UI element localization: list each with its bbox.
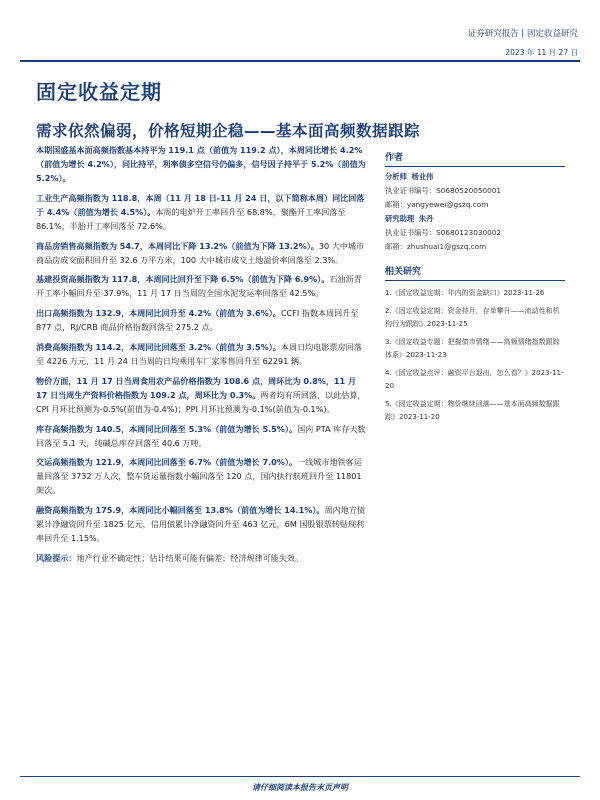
author-email-link[interactable]: zhushuai1@gszq.com xyxy=(406,242,487,251)
summary-paragraph xyxy=(36,239,366,267)
paragraph-highlight: 出口高频指数为 132.9，本周同比回升至 4.2%（前值为 3.6%）。 xyxy=(36,308,281,319)
summary-paragraph xyxy=(36,340,366,368)
summary-paragraph xyxy=(36,272,366,300)
summary-paragraph xyxy=(36,503,366,545)
paragraph-text: 本周的电炉开工率回升至 68.8%，聚酯开工率回落至 86.1%，半胎开工率回落至 72.6%。 xyxy=(36,206,346,231)
summary-paragraph xyxy=(36,306,366,334)
cert-number: S0680520050001 xyxy=(436,186,502,195)
report-type: 固定收益定期 xyxy=(36,80,162,104)
paragraph-text: 本周日均电影票房回落至 4226 万元，11 月 24 日当周的日均乘用车厂家零售回升至 62291 辆。 xyxy=(36,341,362,366)
footer-disclaimer: 请仔细阅读本报告末页声明 xyxy=(252,783,348,792)
risk-label: 风险提示： xyxy=(36,552,77,563)
paragraph-highlight: 物价方面，11 月 17 日当周食用农产品价格指数为 108.6 点，周环比为 0.8%，11 月 17 日当周生产资料价格指数为 109.2 点，周环比为 0.3%。 xyxy=(36,375,357,400)
author-role: 分析师 xyxy=(385,172,407,181)
paragraph-text: 周内地方债累计净融资回升至 1825 亿元，信用债累计净融资回升至 463 亿元，6M 国股银票转贴现利率回升至 1.15%。 xyxy=(36,505,365,544)
cert-label: 执业证书编号： xyxy=(385,186,437,195)
paragraph-highlight: 融资高频指数为 175.9，本周同比小幅回落至 13.8%（前值为增长 14.1%）。 xyxy=(36,505,325,516)
paragraph-text: 国内 PTA 库存天数回落至 5.1 天，纯碱总库存回落至 40.6 万吨。 xyxy=(36,423,366,448)
cert-label: 执业证书编号： xyxy=(385,228,437,237)
cert-number: S0680123030002 xyxy=(436,228,502,237)
paragraph-highlight: 交运高频指数为 121.9，本周同比回落至 6.7%（前值为增长 7.0%）。 xyxy=(36,457,298,468)
author-role: 研究助理 xyxy=(385,214,415,223)
author-cert-row xyxy=(385,226,565,240)
paragraph-highlight: 本期国盛基本面高频指数基本持平为 119.1 点（前值为 119.2 点），本周同比增长 4.2%（前值为增长 4.2%），同比持平，利率债多空信号仍偏多，信号因子持平于 5.2%（前值为 5.2%）。 xyxy=(36,145,366,183)
author-email-row xyxy=(385,198,565,212)
paragraph-highlight: 工业生产高频指数为 118.8，本周（11 月 18 日-11 月 24 日，以下简称本周）同比回落于 4.4%（前值为增长 4.5%）。 xyxy=(36,192,365,217)
page-title: 需求依然偏弱，价格短期企稳——基本面高频数据跟踪 xyxy=(36,122,421,140)
summary-paragraph xyxy=(36,191,366,233)
summary-paragraph xyxy=(36,422,366,450)
author-cert-row xyxy=(385,184,565,198)
related-item[interactable]: 3.《固定收益专题：把握债市情绪——高频情绪指数跟踪体系》2023-11-23 xyxy=(385,338,560,359)
author-name: 朱丹 xyxy=(418,214,434,223)
paragraph-text: CCFI 指数本周回升至 877 点，RJ/CRB 商品价格指数回落至 275.2 点。 xyxy=(36,308,359,333)
related-item[interactable]: 1.《固定收益定期：年内的资金缺口》2023-11-26 xyxy=(385,289,545,297)
authors-title: 作者 xyxy=(385,150,565,167)
summary-paragraph xyxy=(36,143,366,185)
author-email-link[interactable]: yangyewei@gszq.com xyxy=(406,200,489,209)
paragraph-highlight: 消费高频指数为 114.2，本周同比回落至 3.2%（前值为 3.5%）。 xyxy=(36,341,281,352)
author-name-row xyxy=(385,170,565,184)
author-name-row xyxy=(385,212,565,226)
related-list xyxy=(385,287,565,424)
related-title: 相关研究 xyxy=(385,264,565,281)
author-email-row xyxy=(385,240,565,254)
sidebar xyxy=(385,150,565,429)
risk-text: 地产行业不确定性；估计结果可能有偏差；经济规律可能失效。 xyxy=(76,552,304,563)
email-label: 邮箱： xyxy=(385,242,407,251)
footer-divider xyxy=(20,776,580,777)
related-item[interactable]: 4.《固定收益点评：融资平台退出，怎么看？》2023-11-20 xyxy=(385,369,564,390)
paragraph-highlight: 商品房销售高频指数为 54.7，本周同比下降 13.2%（前值为下降 13.2%）。 xyxy=(36,240,319,251)
related-item[interactable]: 2.《固定收益定期：资金持月，存单攀升——流动性和机构行为跟踪》2023-11-25 xyxy=(385,307,560,328)
summary-paragraph xyxy=(36,374,366,416)
header-category: 证券研究报告 | 固定收益研究 xyxy=(467,29,578,39)
email-label: 邮箱： xyxy=(385,200,407,209)
author-block xyxy=(385,170,565,254)
related-item[interactable]: 5.《固定收益定期：物价继续回落——基本面高频数据跟踪》2023-11-20 xyxy=(385,400,560,421)
header-date: 2023 年 11 月 27 日 xyxy=(505,48,578,57)
summary-paragraph xyxy=(36,455,366,497)
paragraph-text: 一线城市地铁客运量回落至 3732 万人次，整车货运量指数小幅回落至 120 点，国内执行航班回升至 11801 架次。 xyxy=(36,457,362,496)
header-divider xyxy=(20,60,580,62)
paragraph-text: 30 大中城市商品房成交面积回升至 32.6 万平方米，100 大中城市成交土地溢价率回落至 2.3%。 xyxy=(36,240,365,265)
paragraph-text: 两者均有所回落，以此估算，CPI 月环比预测为-0.5%(前值为-0.4%)；PPI 月环比预测为-0.1%(前值为-0.1%)。 xyxy=(36,389,366,414)
summary-body xyxy=(36,143,366,571)
author-name: 杨业伟 xyxy=(411,172,434,181)
risk-warning xyxy=(36,551,366,565)
paragraph-highlight: 库存高频指数为 140.5，本周同比回落至 5.3%（前值为增长 5.5%）。 xyxy=(36,423,298,434)
paragraph-highlight: 基建投资高频指数为 117.8，本周同比回升至下降 6.5%（前值为下降 6.9%）。 xyxy=(36,274,330,285)
paragraph-text: 石油沥青开工率小幅回升至 37.9%，11 月 17 日当周的全国水泥发运率回落至 42.5%。 xyxy=(36,274,362,299)
related-research xyxy=(385,264,565,424)
